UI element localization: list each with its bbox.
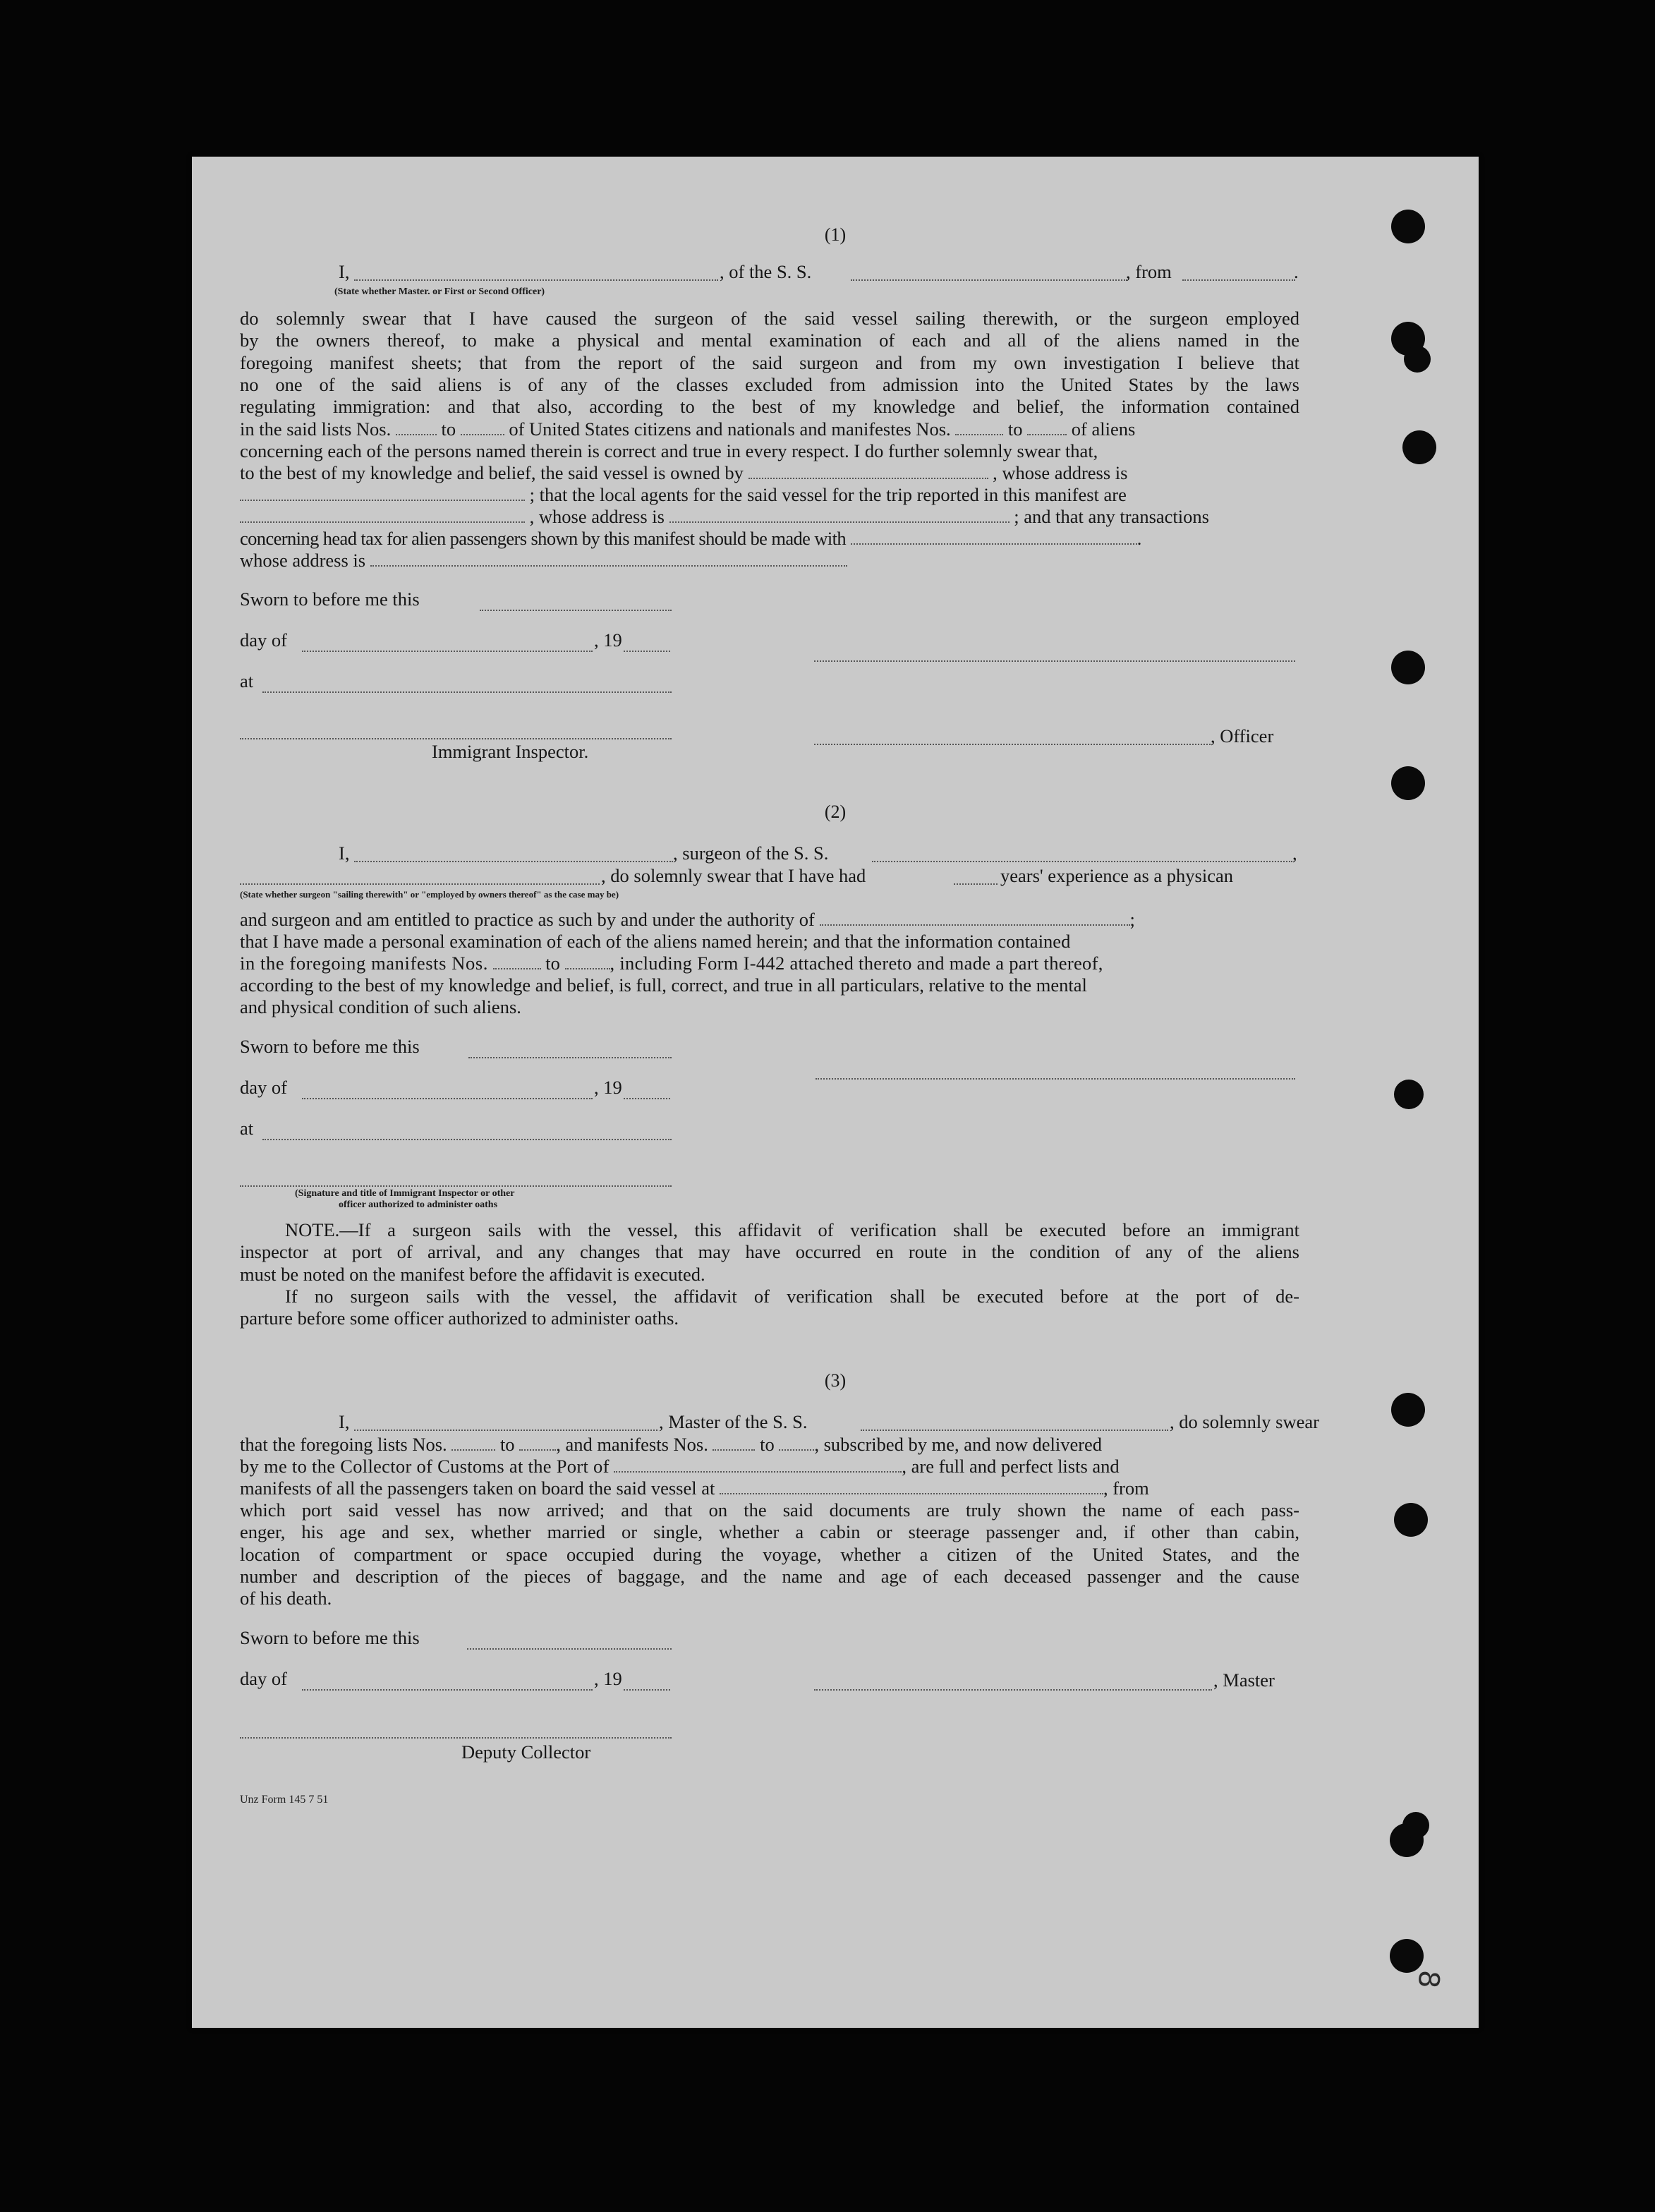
agents-address-field[interactable] [669, 507, 1010, 523]
punch-hole [1391, 651, 1425, 684]
owner-address-field[interactable] [240, 485, 525, 501]
year-label: , 19 [594, 1668, 622, 1689]
whose-address-label: whose address is [240, 550, 366, 571]
surgeon-name-field[interactable] [354, 847, 673, 862]
period: . [1136, 528, 1142, 549]
section-1-number: (1) [824, 224, 847, 245]
boarded-label: manifests of all the passengers taken on board the said vessel at [240, 1477, 715, 1499]
body-line: location of compartment or space occupied during the voyage, whether a citizen of the United States, and the [240, 1543, 1299, 1565]
authority-field[interactable] [820, 910, 1130, 926]
at-field[interactable] [262, 690, 672, 693]
lists-to-field[interactable] [461, 420, 504, 435]
officer-signature-field-2[interactable] [814, 742, 1211, 745]
officer-hint: (State whether Master. or First or Second Officer) [334, 286, 545, 297]
lists-from-field[interactable] [396, 420, 437, 435]
note-line: must be noted on the manifest before the affidavit is executed. [240, 1263, 705, 1285]
local-agents-label: ; that the local agents for the said vessel for the trip reported in this manifest are [529, 484, 1127, 505]
sworn-date-field[interactable] [480, 608, 672, 611]
sworn-label: Sworn to before me this [240, 1627, 420, 1648]
day-of-field[interactable] [302, 649, 593, 652]
lists-line [240, 1434, 1299, 1456]
punch-hole [1390, 1939, 1424, 1973]
from-label: , from [1103, 1477, 1149, 1499]
master-label: , Master [1213, 1669, 1275, 1691]
agents-address-line [240, 506, 1299, 528]
to-label: to [545, 953, 560, 974]
head-tax-line [240, 528, 1299, 550]
body-line: of his death. [240, 1588, 332, 1609]
master-vessel-field[interactable] [861, 1415, 1168, 1431]
head-tax-address-field[interactable] [370, 551, 847, 567]
body-line: foregoing manifest sheets; that from the report of the said surgeon and from my own investigation I believe that [240, 351, 1299, 373]
manifests-to-field[interactable] [779, 1435, 814, 1451]
manifests-line [240, 953, 1299, 974]
manifests-from-field[interactable] [713, 1435, 755, 1451]
section-3-body [240, 1499, 1299, 1609]
surgeon-status-field[interactable] [240, 869, 600, 885]
punch-hole [1391, 766, 1425, 800]
body-line: and physical condition of such aliens. [240, 996, 521, 1017]
to-label: to [441, 418, 456, 440]
year-label: , 19 [594, 1077, 622, 1098]
to-label: to [499, 1434, 515, 1455]
sworn-date-field[interactable] [467, 1647, 672, 1650]
to-label: to [1007, 418, 1023, 440]
head-tax-field[interactable] [851, 529, 1137, 545]
at-field[interactable] [262, 1137, 672, 1140]
section-3-number: (3) [824, 1370, 847, 1391]
collector-signature-field[interactable] [240, 1736, 672, 1739]
manifests-from-field[interactable] [493, 954, 541, 969]
swear-label: , do solemnly swear [1170, 1411, 1319, 1432]
agents-line [240, 484, 1299, 506]
officer-name-field[interactable] [354, 265, 718, 281]
lists-nos-line [240, 418, 1299, 440]
master-of-ss-label: , Master of the S. S. [659, 1411, 808, 1432]
from-label: , from [1126, 261, 1172, 282]
body-line: enger, his age and sex, whether married or single, whether a cabin or steerage passenger and, if other than cabin, [240, 1521, 1299, 1543]
inspector-label: Immigrant Inspector. [432, 741, 589, 762]
head-tax-label: concerning head tax for alien passengers shown by this manifest should be made with [240, 528, 847, 549]
sworn-label: Sworn to before me this [240, 588, 420, 610]
boarded-port-field[interactable] [720, 1479, 1103, 1494]
lists-to-field[interactable] [519, 1435, 556, 1451]
punch-hole [1394, 1080, 1424, 1109]
collector-port-label: by me to the Collector of Customs at the Port of [240, 1456, 610, 1477]
port-field[interactable] [614, 1457, 902, 1473]
officer-label: , Officer [1211, 725, 1274, 747]
i-label: I, [339, 1411, 350, 1432]
day-of-label: day of [240, 629, 287, 651]
punch-hole [1402, 1812, 1429, 1839]
master-signature-field[interactable] [814, 1688, 1212, 1691]
note-line: inspector at port of arrival, and any changes that may have occurred en route in the condition of any of the aliens [240, 1241, 1299, 1263]
note-line: parture before some officer authorized to administer oaths. [240, 1307, 679, 1329]
body-line: regulating immigration: and that also, according to the best of my knowledge and belief, the information contained [240, 396, 1299, 418]
manifests-label: of United States citizens and nationals and manifestes Nos. [509, 418, 951, 440]
surgeon-hint: (State whether surgeon "sailing therewith" or "employed by owners thereof" as the case may be) [240, 889, 619, 900]
body-line: according to the best of my knowledge and belief, is full, correct, and true in all particulars, relative to the mental [240, 974, 1087, 996]
body-line: concerning each of the persons named therein is correct and true in every respect. I do further solemnly swear that, [240, 440, 1098, 461]
owned-by-label: to the best of my knowledge and belief, the said vessel is owned by [240, 462, 744, 483]
note-line: NOTE.—If a surgeon sails with the vessel, this affidavit of verification shall be executed before an immigrant [285, 1219, 1299, 1240]
of-aliens-label: of aliens [1071, 418, 1136, 440]
body-line: number and description of the pieces of baggage, and the name and age of each deceased passenger and the cause [240, 1565, 1299, 1587]
lists-nos-label: that the foregoing lists Nos. [240, 1434, 447, 1455]
year-label: , 19 [594, 629, 622, 651]
port-line [240, 1456, 1299, 1477]
manifests-label: in the foregoing manifests Nos. [240, 953, 488, 974]
officer-signature-field-1[interactable] [814, 659, 1295, 662]
signature-hint: officer authorized to administer oaths [339, 1199, 498, 1210]
experience-label: years' experience as a physican [1000, 865, 1233, 886]
full-lists-label: , are full and perfect lists and [902, 1456, 1120, 1477]
day-of-field[interactable] [302, 1096, 593, 1099]
signature-hint: (Signature and title of Immigrant Inspector or other [295, 1188, 515, 1199]
year-field[interactable] [624, 649, 670, 652]
semicolon: ; [1129, 909, 1135, 930]
surgeon-signature-field[interactable] [816, 1077, 1295, 1080]
whose-address-line [240, 550, 1299, 572]
owner-line [240, 462, 1299, 484]
i-label: I, [339, 261, 350, 282]
i-label: I, [339, 842, 350, 864]
years-field[interactable] [954, 869, 998, 885]
whose-address-label: , whose address is [993, 462, 1128, 483]
note-paragraph [240, 1219, 1299, 1286]
period: . [1294, 261, 1299, 282]
comma: , [1292, 842, 1297, 864]
year-field[interactable] [624, 1688, 670, 1691]
lists-nos-label: in the said lists Nos. [240, 418, 392, 440]
manifests-to-field[interactable] [1027, 420, 1067, 435]
inspector-signature-field[interactable] [240, 1184, 672, 1187]
form-number: Unz Form 145 7 51 [240, 1794, 329, 1806]
at-label: at [240, 670, 254, 691]
form-page [192, 157, 1479, 2028]
swear-label: , do solemnly swear that I have had [601, 865, 866, 886]
body-line: which port said vessel has now arrived; and that on the said documents are truly shown the name of each pass- [240, 1499, 1299, 1521]
punch-hole [1391, 1393, 1425, 1427]
manifests-from-field[interactable] [955, 420, 1003, 435]
boarded-line [240, 1477, 1299, 1499]
day-of-label: day of [240, 1668, 287, 1689]
year-field[interactable] [624, 1096, 670, 1099]
day-of-label: day of [240, 1077, 287, 1098]
authority-label: and surgeon and am entitled to practice as such by and under the authority of [240, 909, 815, 930]
to-label: to [760, 1434, 775, 1455]
punch-hole [1394, 1503, 1428, 1537]
transactions-label: ; and that any transactions [1014, 506, 1209, 527]
punch-hole [1402, 430, 1436, 464]
body-line: no one of the said aliens is of any of the classes excluded from admission into the United States by the laws [240, 373, 1299, 395]
day-of-field[interactable] [302, 1688, 593, 1691]
whose-address-label: , whose address is [529, 506, 665, 527]
body-line: that I have made a personal examination of each of the aliens named herein; and that the information contained [240, 931, 1071, 952]
agents-field[interactable] [240, 507, 525, 523]
at-label: at [240, 1118, 254, 1139]
from-port-field[interactable] [1182, 265, 1295, 281]
section-2-number: (2) [824, 802, 847, 822]
owner-field[interactable] [748, 464, 988, 479]
punch-hole [1404, 346, 1431, 373]
sworn-label: Sworn to before me this [240, 1036, 420, 1057]
inspector-signature-field[interactable] [240, 737, 672, 739]
section-1-body [240, 308, 1299, 418]
manifests-to-field[interactable] [565, 954, 610, 969]
vessel-name-field[interactable] [851, 265, 1127, 281]
surgeon-of-ss-label: , surgeon of the S. S. [673, 842, 829, 864]
note-paragraph-2 [240, 1286, 1299, 1330]
sworn-date-field[interactable] [468, 1056, 672, 1058]
note-line: If no surgeon sails with the vessel, the affidavit of verification shall be executed before at the port of de- [285, 1286, 1299, 1307]
body-line: by the owners thereof, to make a physical and mental examination of each and all of the aliens named in the [240, 330, 1299, 351]
lists-from-field[interactable] [451, 1435, 495, 1451]
body-line: do solemnly swear that I have caused the surgeon of the said vessel sailing therewith, or the surgeon employed [240, 308, 1299, 329]
authority-line [240, 909, 1299, 931]
of-ss-label: , of the S. S. [720, 261, 812, 282]
surgeon-vessel-field[interactable] [872, 847, 1292, 862]
master-name-field[interactable] [354, 1415, 657, 1431]
subscribed-label: , subscribed by me, and now delivered [814, 1434, 1103, 1455]
form-i442-label: , including Form I-442 attached thereto and made a part thereof, [610, 953, 1103, 974]
manifests-label: , and manifests Nos. [556, 1434, 708, 1455]
margin-mark: 8 [1411, 1969, 1445, 1990]
collector-label: Deputy Collector [461, 1741, 591, 1763]
